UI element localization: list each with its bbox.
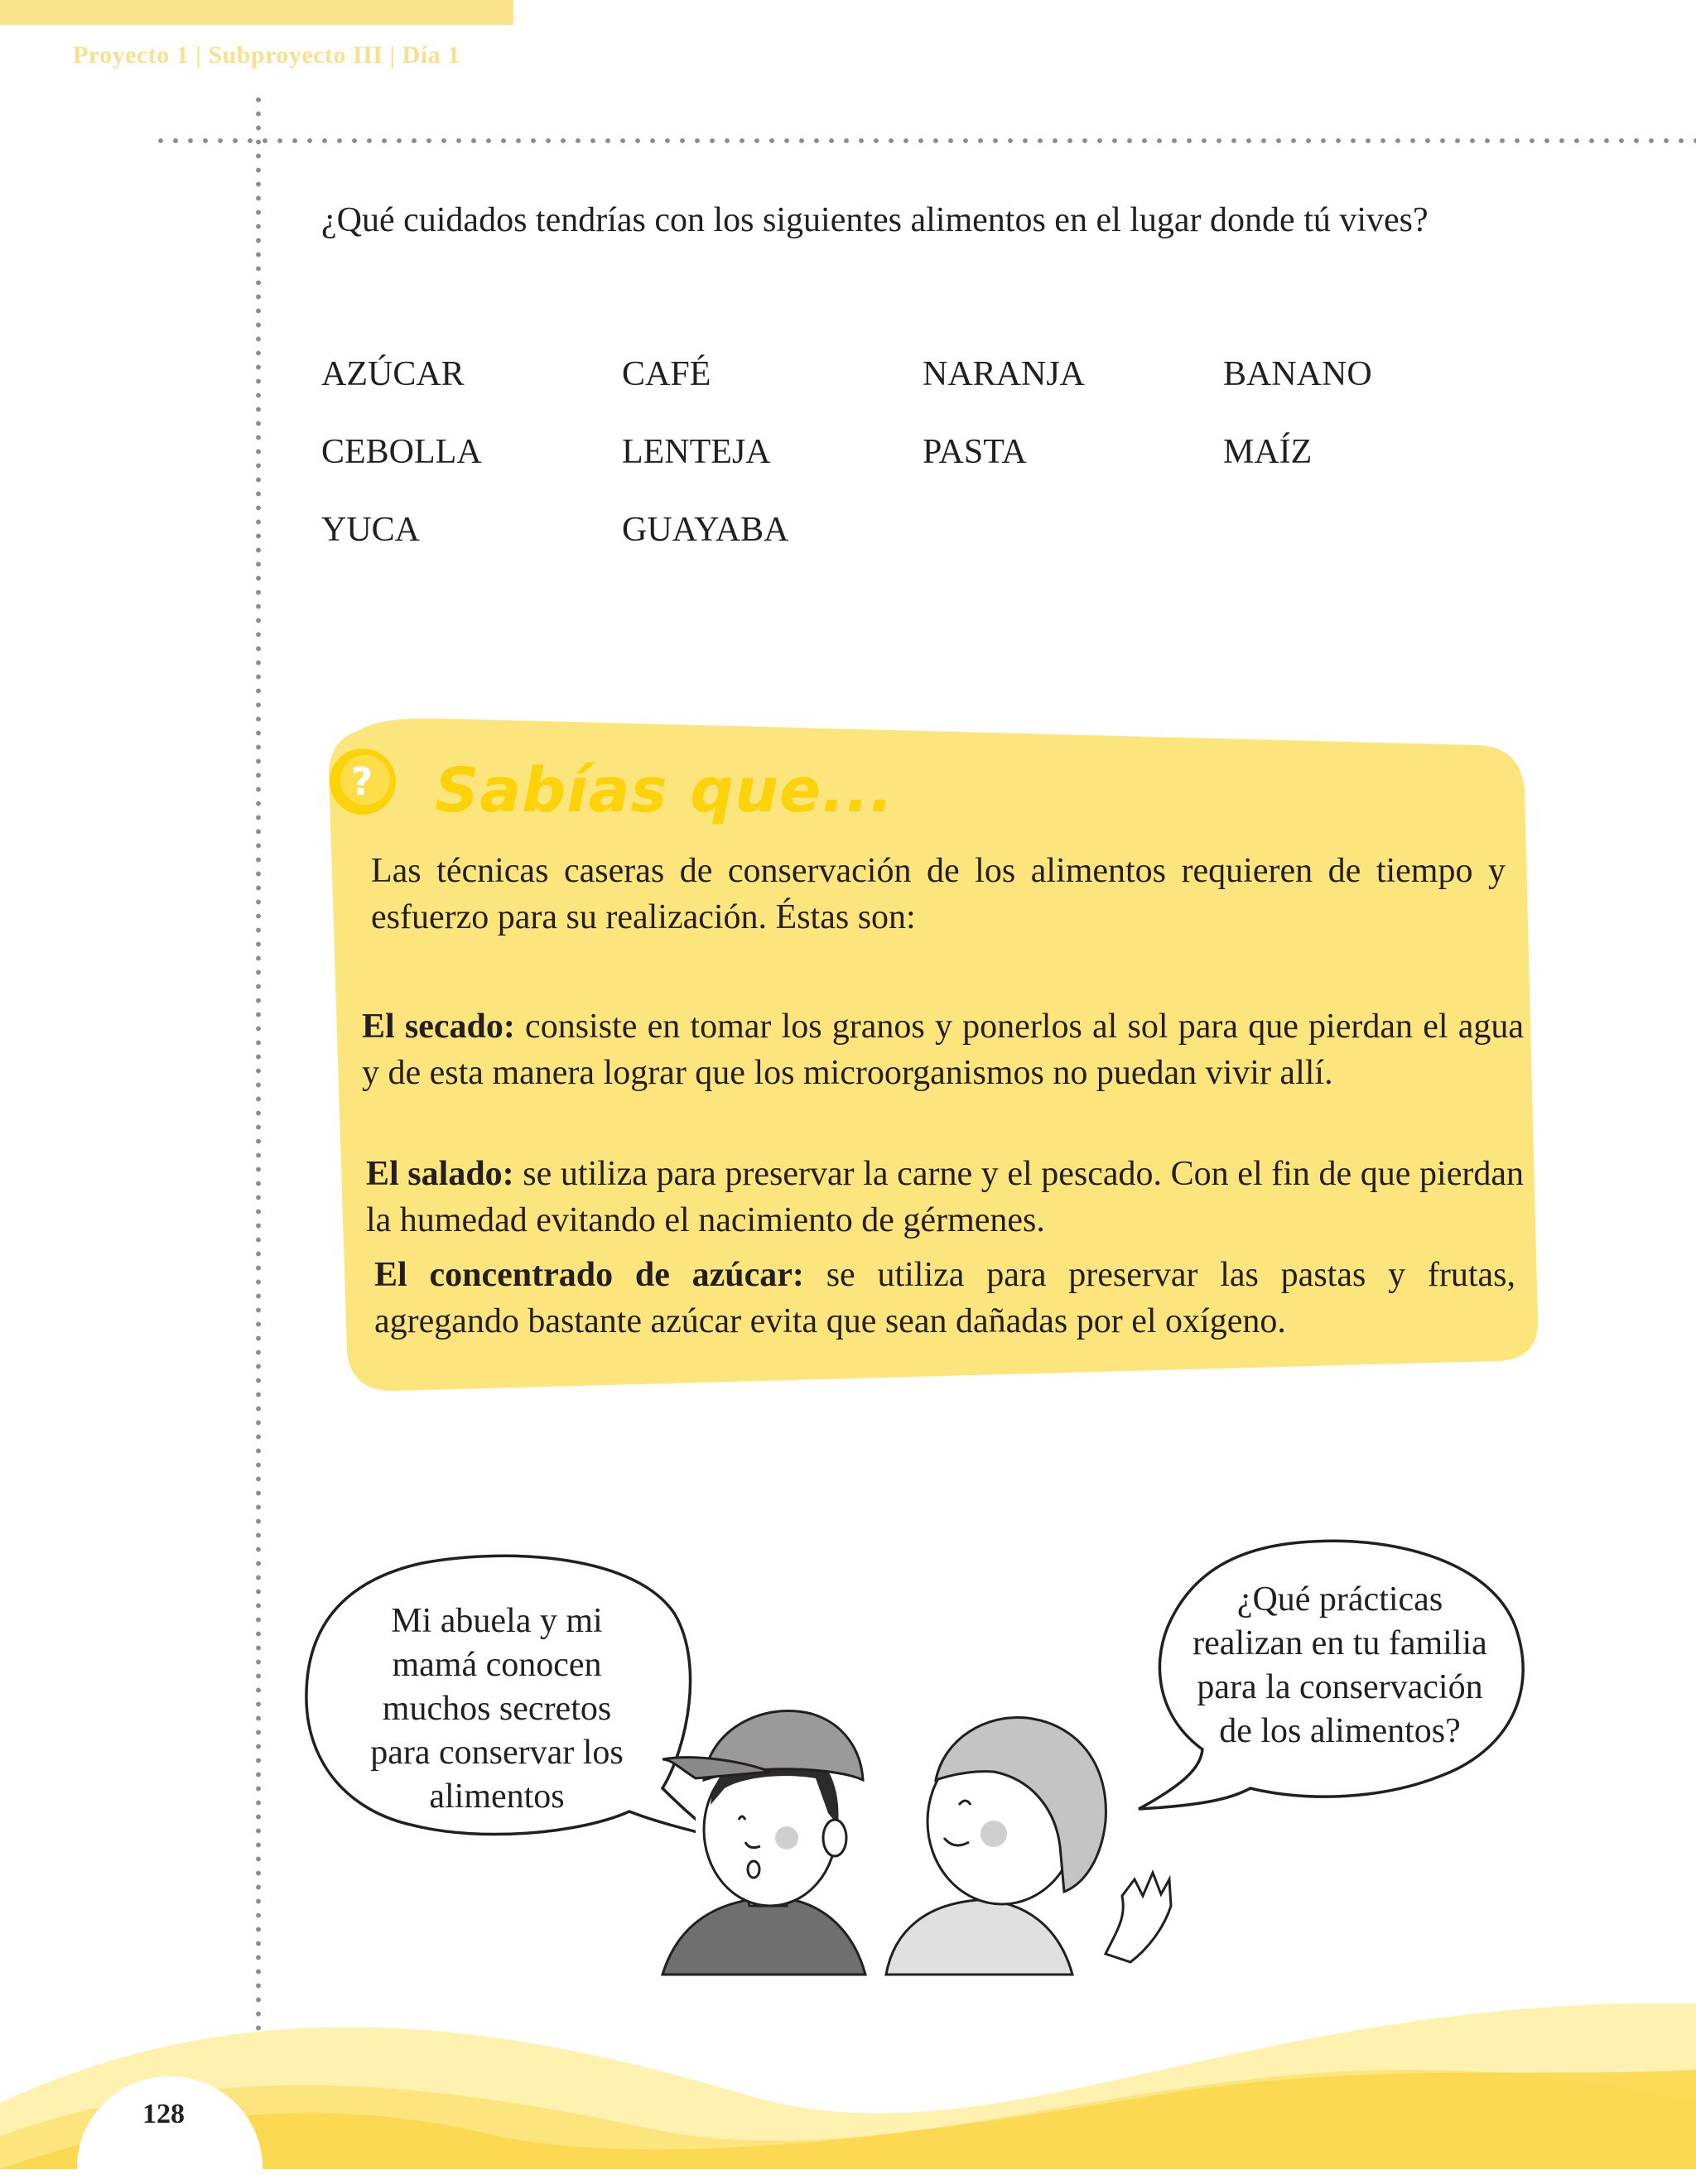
left-bubble-text: Mi abuela y mi mamá conocen muchos secretos para conservar los alimentos bbox=[370, 1602, 624, 1816]
food-item: NARANJA bbox=[923, 355, 1086, 393]
food-item: CAFÉ bbox=[622, 355, 711, 393]
callout-title: Sabías que... bbox=[435, 755, 894, 826]
vertical-dotted-divider bbox=[255, 93, 262, 2055]
question-mark-icon bbox=[325, 747, 397, 815]
technique-sugar-concentrate bbox=[374, 1252, 1515, 1345]
technique-description: se utiliza para preservar la carne y el pescado. Con el fin de que pierdan la humedad evitando el nacimiento de gérmenes. bbox=[366, 1155, 1524, 1239]
food-item: YUCA bbox=[321, 511, 421, 549]
food-list bbox=[321, 351, 1530, 553]
page-number: 128 bbox=[142, 2099, 185, 2129]
children-illustration bbox=[646, 1681, 1209, 1995]
technique-term: El concentrado de azúcar: bbox=[374, 1256, 804, 1294]
question-text: ¿Qué cuidados tendrías con los siguientes alimentos en el lugar donde tú vives? bbox=[321, 201, 1429, 239]
breadcrumb: Proyecto 1 | Subproyecto III | Día 1 bbox=[73, 41, 460, 69]
technique-description: consiste en tomar los granos y ponerlos al sol para que pierdan el agua y de esta manera lograr que los microorganismos no puedan vivir allí. bbox=[362, 1008, 1524, 1092]
food-item: CEBOLLA bbox=[321, 433, 482, 471]
horizontal-dotted-divider bbox=[153, 137, 1696, 144]
technique-drying bbox=[362, 1003, 1524, 1096]
right-bubble-text: ¿Qué prácticas realizan en tu familia para la conservación de los alimentos? bbox=[1192, 1580, 1487, 1750]
technique-salting bbox=[366, 1151, 1524, 1244]
technique-term: El salado: bbox=[366, 1155, 514, 1193]
top-accent-bar bbox=[0, 0, 513, 25]
food-item: LENTEJA bbox=[622, 433, 771, 471]
food-item: MAÍZ bbox=[1223, 433, 1313, 471]
food-item: GUAYABA bbox=[622, 511, 789, 549]
technique-description: se utiliza para preservar las pastas y frutas, agregando bastante azúcar evita que sean dañadas por el oxígeno. bbox=[374, 1256, 1515, 1340]
food-item: BANANO bbox=[1223, 355, 1372, 393]
svg-text:?: ? bbox=[350, 759, 373, 804]
food-item: PASTA bbox=[923, 433, 1027, 471]
food-item: AZÚCAR bbox=[321, 355, 465, 393]
callout-intro: Las técnicas caseras de conservación de los alimentos requieren de tiempo y esfuerzo para su realización. Éstas son: bbox=[371, 852, 1506, 936]
technique-term: El secado: bbox=[362, 1008, 515, 1046]
